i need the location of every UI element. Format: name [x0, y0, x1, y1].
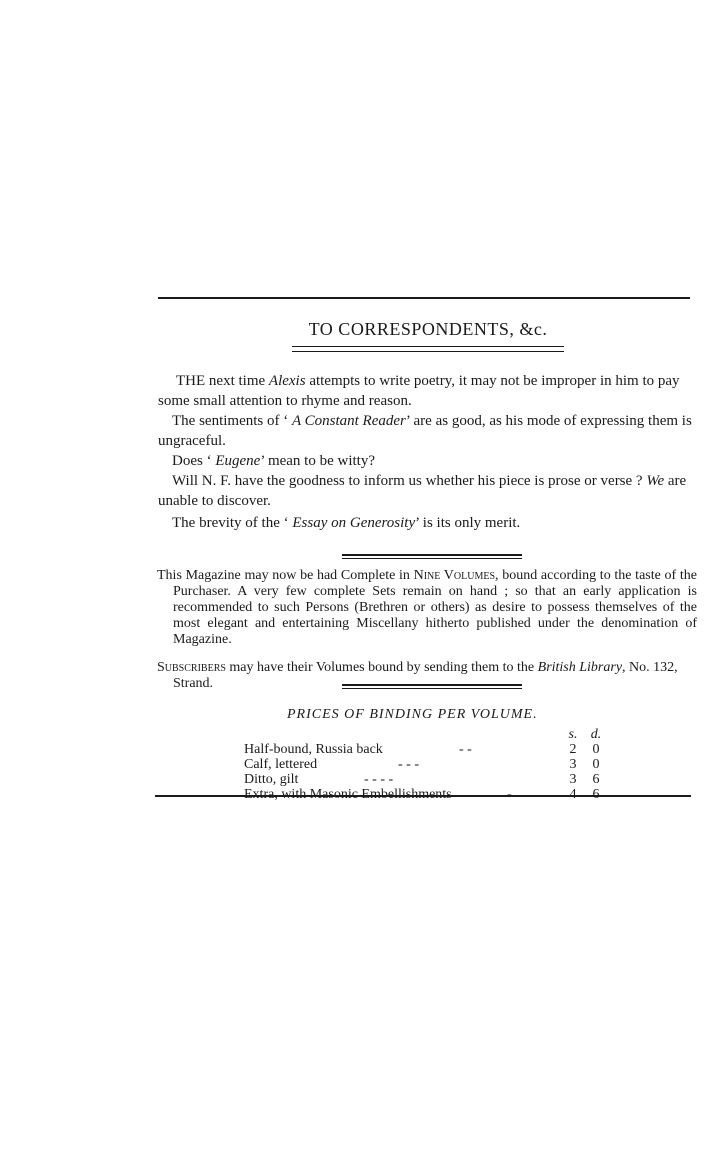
prices-title: PRICES OF BINDING PER VOLUME. [287, 707, 538, 722]
price-shillings: 3 [569, 772, 577, 787]
top-rule [158, 297, 690, 299]
price-row [244, 757, 624, 772]
note-nf: Will N. F. have the goodness to inform us whether his piece is prose or verse ? We are unable to discover. [158, 473, 687, 509]
bottom-rule [155, 795, 691, 797]
section-divider [342, 684, 522, 689]
price-item: Half-bound, Russia back [244, 742, 383, 757]
price-item: Ditto, gilt [244, 772, 299, 787]
shillings-column-header: s. [568, 727, 578, 742]
correspondent-notes [158, 371, 698, 533]
note-eugene: Does ‘ Eugene’ mean to be witty? [172, 453, 375, 469]
heading-underline [292, 346, 564, 352]
price-pence: 0 [592, 742, 600, 757]
price-pence: 6 [592, 772, 600, 787]
pence-column-header: d. [590, 727, 602, 742]
prices-table [244, 727, 624, 802]
price-pence: 0 [592, 757, 600, 772]
section-divider [342, 554, 522, 559]
magazine-announcement: This Magazine may now be had Complete in Nine Volumes, bound according to the taste of the Purchaser. A very few complete Sets remain on hand ; so that an early application is recommended to such Persons (Brethren or others) as desire to possess themselves of the most elegant and entertaining Miscellany hitherto published under the denomination of Magazine. [157, 568, 697, 647]
note-constant-reader: The sentiments of ‘ A Constant Reader’ are as good, as his mode of expressing them is ungraceful. [158, 413, 692, 449]
price-shillings: 2 [569, 742, 577, 757]
price-row [244, 772, 624, 787]
note-essay-generosity: The brevity of the ‘ Essay on Generosity’ is its only merit. [172, 515, 521, 531]
leader-dashes: - - - - [364, 772, 394, 787]
section-heading: TO CORRESPONDENTS, &c. [308, 319, 548, 339]
subscribers-notice: Subscribers may have their Volumes bound by sending them to the British Library, No. 132, Strand. [157, 660, 678, 691]
prices-header-row [244, 727, 624, 742]
leader-dashes: - - - [398, 757, 419, 772]
price-item: Calf, lettered [244, 757, 318, 772]
price-shillings: 3 [569, 757, 577, 772]
note-alexis: THE next time Alexis attempts to write poetry, it may not be improper in him to pay some small attention to rhyme and reason. [158, 373, 680, 409]
price-row [244, 742, 624, 757]
leader-dashes: - - [459, 742, 472, 757]
